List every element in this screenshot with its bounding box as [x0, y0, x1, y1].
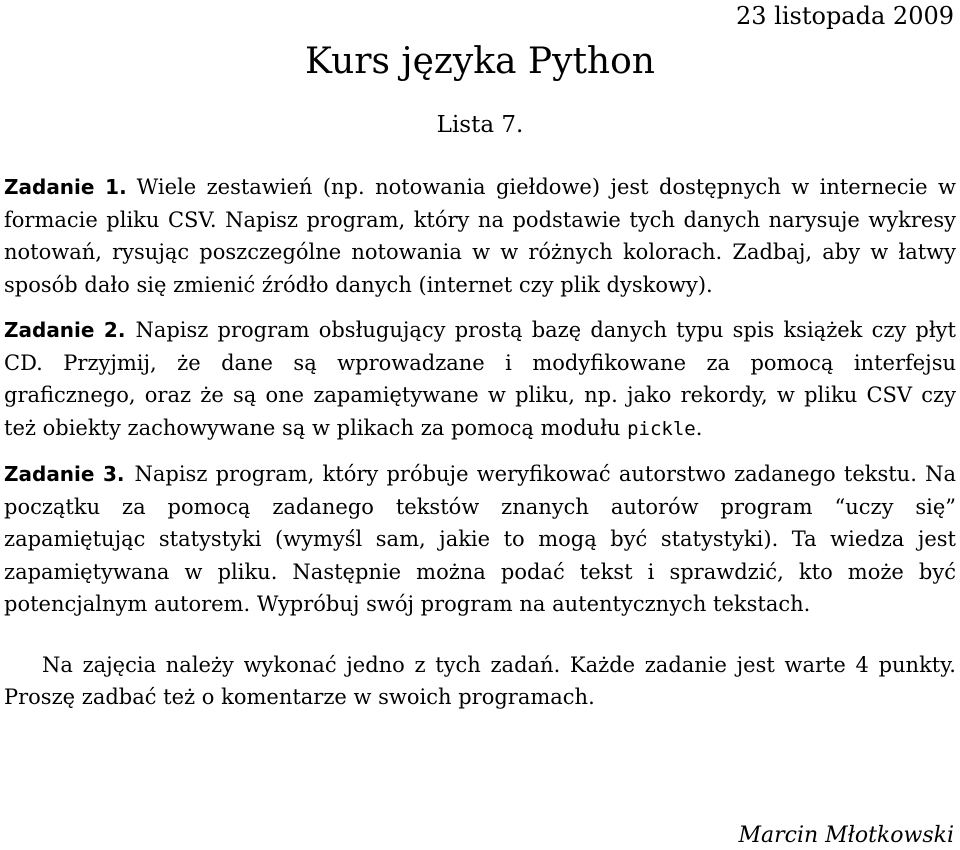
task-2 [4, 314, 956, 445]
task-1-label: Zadanie 1. [4, 175, 127, 199]
author-signature: Marcin Młotkowski [738, 823, 954, 848]
task-1-text: Wiele zestawień (np. notowania giełdowe) jest dostępnych w internecie w formacie pliku CSV. Napisz program, który na podstawie tych danych narysuje wykresy notowań, rysując poszczególne notowania w w różnych kolorach. Zadbaj, aby w łatwy sposób dało się zmienić źródło danych (internet czy plik dyskowy). [4, 175, 956, 297]
grading-note: Na zajęcia należy wykonać jedno z tych zadań. Każde zadanie jest warte 4 punkty. Proszę zadbać też o komentarze w swoich programach. [4, 652, 956, 709]
task-2-text-end: . [695, 415, 703, 440]
document-title: Kurs języka Python [305, 41, 655, 82]
task-3-text: Napisz program, który próbuje weryfikować autorstwo zadanego tekstu. Na początku za pomocą zadanego tekstów znanych autorów program “uczy się” zapamiętując statystyki (wymyśl sam, jakie to mogą być statystyki). Ta wiedza jest zapamiętywana w pliku. Następnie można podać tekst i sprawdzić, kto może być potencjalnym autorem. Wypróbuj swój program na autentycznych tekstach. [4, 462, 956, 616]
task-2-label: Zadanie 2. [4, 318, 126, 342]
task-2-code: pickle [627, 417, 696, 440]
list-number: Lista 7. [436, 112, 524, 138]
tasks-section [4, 171, 956, 714]
task-2-text: Napisz program obsługujący prostą bazę danych typu spis książek czy płyt CD. Przyjmij, że dane są wprowadzane i modyfikowane za pomocą interfejsu graficznego, oraz że są one zapamiętywane w pliku, np. jako rekordy, w pliku CSV czy też obiekty zachowywane są w plikach za pomocą modułu [4, 318, 956, 440]
task-3-label: Zadanie 3. [4, 462, 125, 486]
document-date: 23 listopada 2009 [736, 2, 954, 30]
task-3 [4, 458, 956, 621]
task-1 [4, 171, 956, 301]
